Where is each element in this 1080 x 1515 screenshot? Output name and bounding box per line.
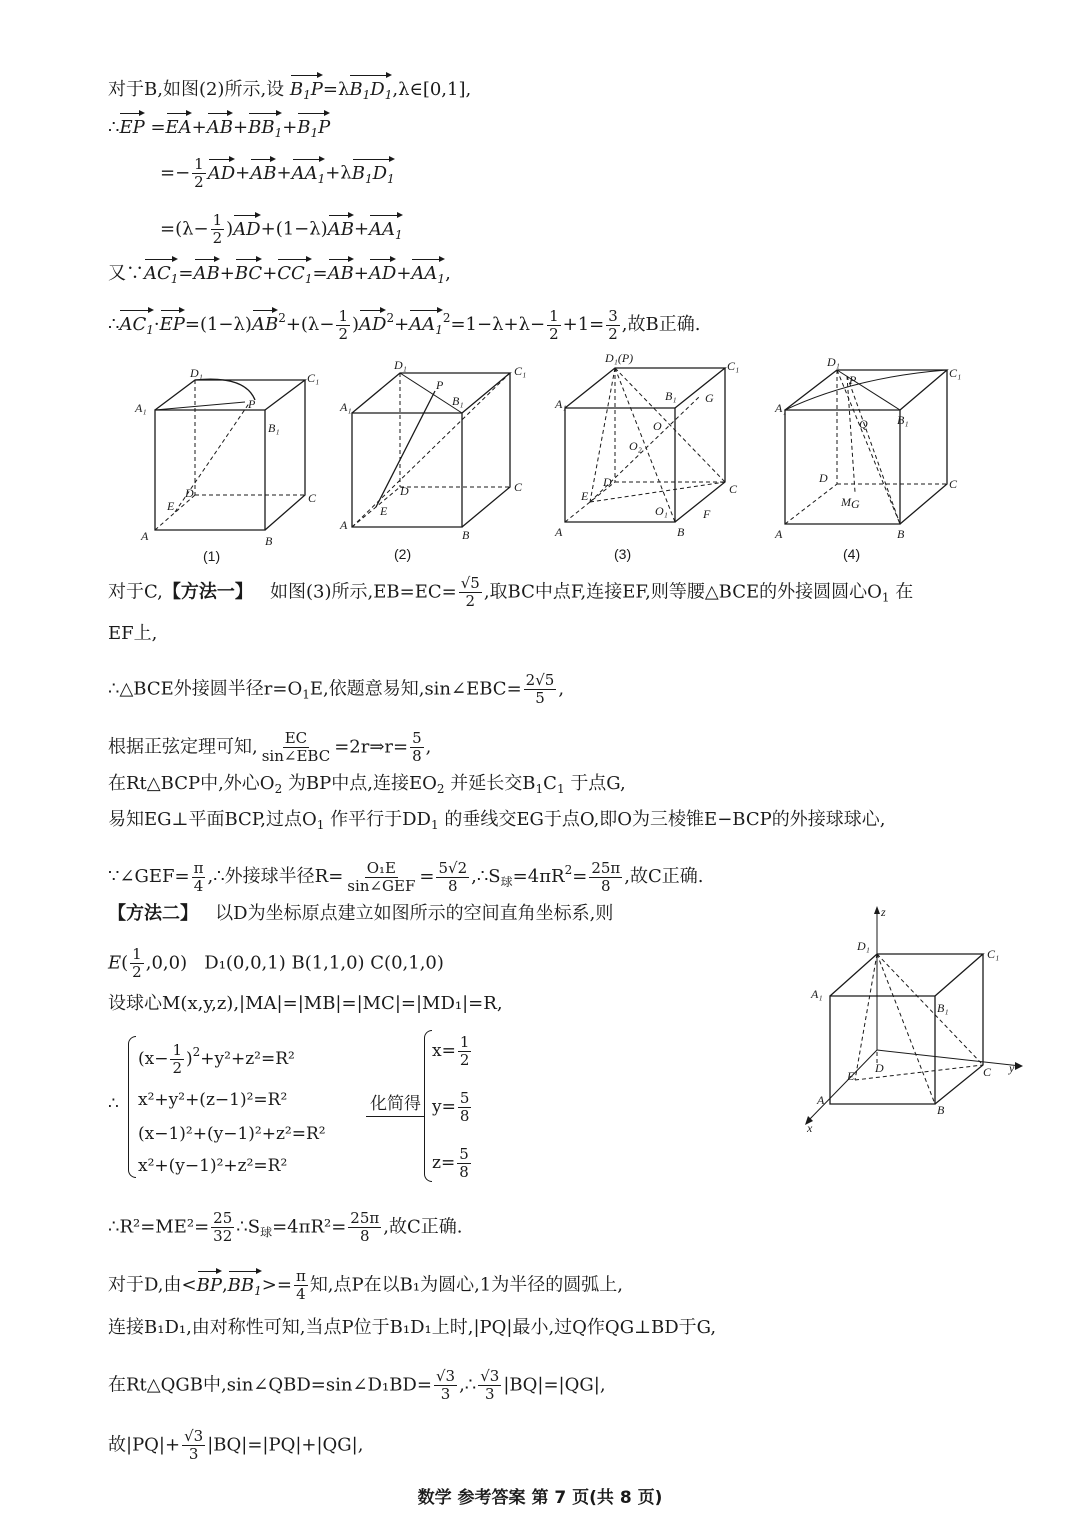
line-d-symmetry: 连接B₁D₁,由对称性可知,当点P位于B₁D₁上时,|PQ|最小,过Q作QG⊥BD于G, bbox=[108, 1317, 717, 1338]
svg-text:F: F bbox=[703, 507, 711, 521]
svg-text:B₁: B₁ bbox=[452, 394, 464, 408]
svg-text:Q: Q bbox=[859, 417, 868, 431]
svg-text:B: B bbox=[462, 528, 470, 542]
line-dot-product: $\therefore AC_1\cdot EP=(1-\lambda)AB^2+(\lambda-$ $\frac{1}{2}$ )$AD^2+AA_1^2=1-\lambda+\lambda-$ $\frac{1}{2}$ +1= $\frac{3}{2}$ ,故B正确. bbox=[108, 306, 701, 343]
line-d-rt-qgb: 在Rt△QGB中,sin∠QBD=sin∠D₁BD= $\frac{√3}{3}$ ,∴ $\frac{√3}{3}$ |BQ|=|QG|, bbox=[108, 1367, 606, 1403]
line-ac1: 又$\because AC_1=AB+BC+CC_1=AB+AD+AA_1$, bbox=[108, 262, 451, 291]
system-eq4: x²+(y−1)²+z²=R² bbox=[138, 1156, 288, 1176]
svg-text:C₁: C₁ bbox=[727, 359, 740, 373]
svg-text:B₁: B₁ bbox=[897, 413, 909, 427]
line-d-conclusion: 故|PQ|+ $\frac{√3}{3}$ |BQ|=|PQ|+|QG|, bbox=[108, 1427, 364, 1463]
svg-text:G: G bbox=[705, 391, 714, 405]
svg-text:D₁: D₁ bbox=[190, 366, 203, 380]
svg-text:D₁(P): D₁(P) bbox=[605, 351, 634, 365]
svg-text:D: D bbox=[819, 471, 828, 485]
figure-1-caption: (1) bbox=[203, 548, 221, 564]
svg-text:O: O bbox=[653, 419, 662, 433]
svg-text:E: E bbox=[167, 499, 175, 513]
system-eq2: x²+y²+(z−1)²=R² bbox=[138, 1090, 288, 1110]
figure-2-cube bbox=[340, 355, 540, 549]
svg-text:C₁: C₁ bbox=[514, 364, 527, 378]
svg-text:D: D bbox=[875, 1061, 884, 1075]
line-r-squared: ∴R²=ME²= $\frac{25}{32}$ $\therefore S_球=4\pi R^2=$ $\frac{25\pi}{8}$ ,故C正确. bbox=[108, 1209, 463, 1245]
page-footer: 数学 参考答案 第 7 页(共 8 页) bbox=[417, 1488, 663, 1508]
line-coords: E( $\frac{1}{2}$ ,0,0) D₁(0,0,1) B(1,1,0) C(0,1,0) bbox=[108, 945, 444, 981]
svg-text:A₁: A₁ bbox=[135, 401, 147, 415]
figure-1-cube bbox=[135, 360, 335, 554]
svg-text:A₁: A₁ bbox=[811, 987, 823, 1001]
svg-text:C₁: C₁ bbox=[987, 947, 1000, 961]
svg-text:P: P bbox=[248, 397, 256, 411]
svg-text:B₁: B₁ bbox=[937, 1001, 949, 1015]
system-eq3: (x−1)²+(y−1)²+z²=R² bbox=[138, 1124, 326, 1144]
svg-text:A₁: A₁ bbox=[775, 401, 787, 415]
line-c-method1: 对于C,【方法一】 如图(3)所示,EB=EC= $\frac{√5}{2}$ ,取BC中点F,连接EF,则等腰△BCE的外接圆圆心$O_1$ 在 bbox=[108, 574, 914, 610]
solution-left-brace bbox=[424, 1030, 432, 1182]
svg-text:D₁: D₁ bbox=[857, 939, 870, 953]
line-sphere-center: 设球心M(x,y,z),|MA|=|MB|=|MC|=|MD₁|=R, bbox=[108, 993, 503, 1014]
line-d-arc: 对于D,由$<BP,BB_1>=$ $\frac{\pi}{4}$ 知,点P在以B₁为圆心,1为半径的圆弧上, bbox=[108, 1267, 623, 1303]
line-c-ef: EF上, bbox=[108, 623, 158, 644]
svg-text:A: A bbox=[141, 529, 149, 543]
system-eq1: (x− $\frac{1}{2}$ )$^2$+y²+z²=R² bbox=[138, 1041, 295, 1077]
svg-text:A₁: A₁ bbox=[340, 400, 352, 414]
svg-text:x: x bbox=[807, 1121, 813, 1135]
svg-text:C₁: C₁ bbox=[307, 371, 320, 385]
line-ep-step3: =(λ− $\frac{1}{2}$ )$AD+(1-\lambda)AB+AA_1$ bbox=[160, 211, 403, 247]
svg-text:E: E bbox=[847, 1069, 855, 1083]
svg-text:C₁: C₁ bbox=[949, 366, 962, 380]
svg-text:B: B bbox=[677, 525, 685, 539]
figure-4-caption: (4) bbox=[843, 546, 861, 562]
figure-2-caption: (2) bbox=[394, 546, 412, 562]
solution-x: x= $\frac{1}{2}$ bbox=[432, 1033, 470, 1069]
svg-text:E: E bbox=[380, 504, 388, 518]
system-left-brace bbox=[128, 1036, 136, 1178]
line-c-sphere-radius: ∵∠GEF= $\frac{\pi}{4}$ ,∴外接球半径R= $\frac{\text{O₁E}}{\text{sin∠GEF}}$ = $\frac{5√2}{8}$ $,\therefore S_球=4\pi R^2=$ $\frac{25\pi}{8}$ ,故C正确. bbox=[108, 858, 704, 895]
svg-text:P: P bbox=[436, 378, 444, 392]
solution-z: z= $\frac{5}{8}$ bbox=[432, 1145, 469, 1181]
line-method2: 【方法二】 以D为坐标原点建立如图所示的空间直角坐标系,则 bbox=[108, 903, 614, 924]
svg-text:D: D bbox=[603, 475, 612, 489]
svg-text:D: D bbox=[185, 486, 194, 500]
figure-coordinate-cube bbox=[795, 900, 1035, 1144]
line-c-rt-bcp: 在Rt△BCP中,外心$O_2$ 为BP中点,连接$EO_2$ 并延长交$B_1C_1$ 于点G, bbox=[108, 773, 626, 796]
svg-text:D: D bbox=[400, 484, 409, 498]
line-b-setup: 对于B,如图(2)所示,设 $B_1P=\lambda B_1D_1,\lambda\in[0,1]$, bbox=[108, 78, 471, 107]
svg-text:C: C bbox=[949, 477, 958, 491]
svg-text:G: G bbox=[851, 497, 860, 511]
svg-text:O₁: O₁ bbox=[655, 504, 668, 518]
svg-text:E: E bbox=[581, 489, 589, 503]
svg-text:B: B bbox=[937, 1103, 945, 1117]
svg-text:y: y bbox=[1009, 1061, 1015, 1075]
svg-text:C: C bbox=[729, 482, 738, 496]
svg-text:C: C bbox=[308, 491, 317, 505]
svg-text:M: M bbox=[841, 495, 851, 509]
svg-text:C: C bbox=[514, 480, 523, 494]
svg-text:A: A bbox=[775, 527, 783, 541]
svg-text:C: C bbox=[983, 1065, 992, 1079]
fraction-half: $\frac{1}{2}$ bbox=[194, 155, 204, 191]
svg-text:D₁: D₁ bbox=[827, 355, 840, 369]
line-c-eg-perp: 易知EG⊥平面BCP,过点$O_1$ 作平行于$DD_1$ 的垂线交EG于点O,即O为三棱锥E−BCP的外接球球心, bbox=[108, 809, 886, 832]
svg-text:z: z bbox=[881, 905, 886, 919]
figure-3-caption: (3) bbox=[614, 546, 632, 562]
figure-4-cube bbox=[775, 352, 975, 546]
svg-text:A: A bbox=[555, 525, 563, 539]
svg-text:A: A bbox=[340, 518, 348, 532]
svg-text:A: A bbox=[817, 1093, 825, 1107]
line-ep-step2: =− $\frac{1}{2}$ $AD+AB+AA_1+\lambda B_1D_1$ bbox=[160, 155, 395, 191]
figure-3-cube bbox=[555, 350, 755, 549]
svg-text:A₁: A₁ bbox=[555, 397, 567, 411]
svg-text:B₁: B₁ bbox=[665, 389, 677, 403]
line-c-radius: ∴△BCE外接圆半径$r=O_1E$,依题意易知,sin∠EBC= $\frac{2√5}{5}$ , bbox=[108, 671, 565, 707]
line-ep-expansion: ∴EP $=EA+AB+BB_1+B_1P$ bbox=[108, 116, 330, 145]
svg-text:D₁: D₁ bbox=[394, 358, 407, 372]
svg-text:O₂: O₂ bbox=[629, 439, 642, 453]
svg-text:B: B bbox=[265, 534, 273, 548]
solution-y: y= $\frac{5}{8}$ bbox=[432, 1089, 470, 1125]
simplify-arrow-label: 化简得 bbox=[366, 1092, 425, 1117]
line-c-sine-law: 根据正弦定理可知, $\frac{EC}{\text{sin∠EBC}}$ =2r⇒r= $\frac{5}{8}$ , bbox=[108, 729, 432, 765]
svg-text:B₁: B₁ bbox=[268, 421, 280, 435]
svg-text:B: B bbox=[897, 527, 905, 541]
svg-text:P: P bbox=[849, 373, 857, 387]
